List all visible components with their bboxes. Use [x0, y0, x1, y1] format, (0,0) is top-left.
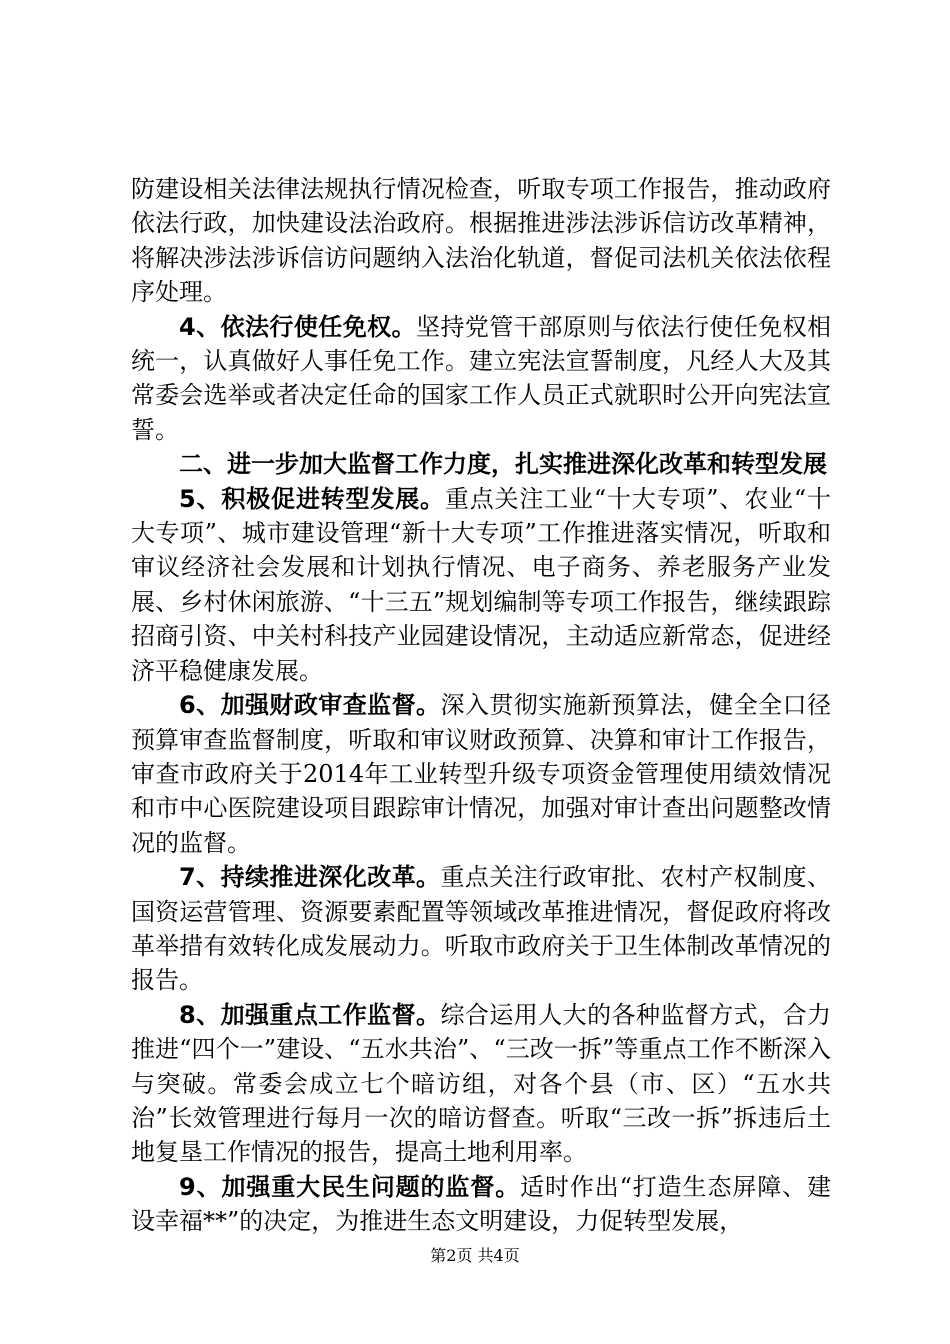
item-lead: 8、加强重点工作监督。	[179, 1000, 441, 1029]
paragraph-item-4	[131, 310, 831, 448]
page-footer: 第2页 共4页	[430, 1246, 520, 1265]
item-lead: 7、持续推进深化改革。	[179, 863, 441, 892]
paragraph-continuation	[131, 172, 831, 310]
paragraph-text: 防建设相关法律法规执行情况检查，听取专项工作报告，推动政府依法行政，加快建设法治政府。根据推进涉法涉诉信访改革精神，将解决涉法涉诉信访问题纳入法治化轨道，督促司法机关依法依程序处理。	[131, 175, 831, 307]
paragraph-item-5	[131, 482, 831, 688]
document-body	[131, 172, 831, 1239]
paragraph-item-8	[131, 998, 831, 1170]
section-heading: 二、进一步加大监督工作力度，扎实推进深化改革和转型发展	[179, 450, 827, 479]
item-lead: 4、依法行使任免权。	[179, 312, 417, 341]
paragraph-text: 重点关注行政审批、农村产权制度、国资运营管理、资源要素配置等领域改革推进情况，督促政府将改革举措有效转化成发展动力。听取市政府关于卫生体制改革情况的报告。	[131, 863, 832, 995]
paragraph-text: 重点关注工业“十大专项”、农业“十大专项”、城市建设管理“新十大专项”工作推进落实情况，听取和审议经济社会发展和计划执行情况、电子商务、养老服务产业发展、乡村休闲旅游、“十三五”规划编制等专项工作报告，继续跟踪招商引资、中关村科技产业园建设情况，主动适应新常态，促进经济平稳健康发展。	[131, 484, 831, 685]
paragraph-text: 综合运用人大的各种监督方式，合力推进“四个一”建设、“五水共治”、“三改一拆”等重点工作不断深入与突破。常委会成立七个暗访组，对各个县（市、区）“五水共治”长效管理进行每月一次的暗访督查。听取“三改一拆”拆违后土地复垦工作情况的报告，提高土地利用率。	[131, 1000, 832, 1167]
item-lead: 9、加强重大民生问题的监督。	[179, 1172, 521, 1201]
paragraph-item-9	[131, 1170, 831, 1239]
item-lead: 6、加强财政审查监督。	[179, 691, 441, 720]
paragraph-text: 坚持党管干部原则与依法行使任免权相统一，认真做好人事任免工作。建立宪法宣誓制度，凡经人大及其常委会选举或者决定任命的国家工作人员正式就职时公开向宪法宣誓。	[131, 312, 831, 444]
item-lead: 5、积极促进转型发展。	[179, 484, 445, 513]
paragraph-item-7	[131, 860, 831, 998]
paragraph-item-6	[131, 688, 831, 860]
paragraph-text: 深入贯彻实施新预算法，健全全口径预算审查监督制度，听取和审议财政预算、决算和审计工作报告，审查市政府关于2014年工业转型升级专项资金管理使用绩效情况和市中心医院建设项目跟踪审计情况，加强对审计查出问题整改情况的监督。	[131, 691, 832, 857]
paragraph-text: 适时作出“打造生态屏障、建设幸福**”的决定，为推进生态文明建设，力促转型发展，	[131, 1172, 831, 1236]
